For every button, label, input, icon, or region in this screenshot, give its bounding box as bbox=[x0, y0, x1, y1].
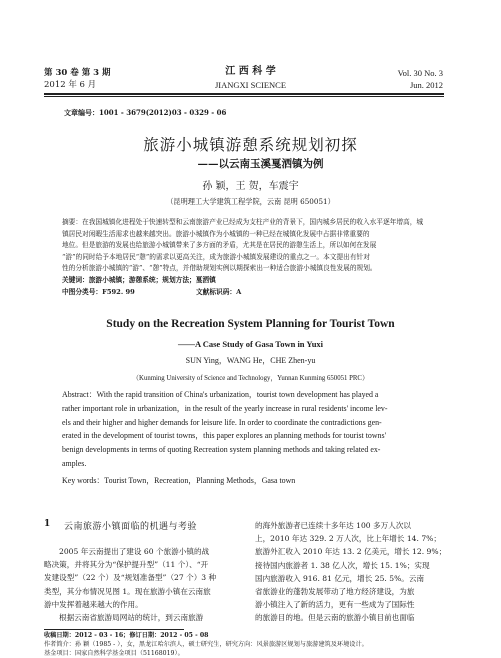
title-en: Study on the Recreation System Planning for Tourist Town bbox=[106, 318, 395, 330]
body-right-column bbox=[255, 519, 454, 625]
body-line: 上，2010 年达 329. 2 万人次，比上年增长 14. 7%； bbox=[255, 534, 441, 544]
footnotes bbox=[44, 631, 464, 658]
clc-number: 中图分类号：F592. 99 bbox=[62, 288, 135, 296]
journal-date-cn: 2012 年 6 月 bbox=[44, 80, 97, 90]
body-line: 2005 年云南提出了建设 60 个旅游小镇的战 bbox=[59, 547, 210, 556]
abstract-en-line: rather important role in urbanization，in the result of the yearly increase in rural residents' income lev- bbox=[62, 403, 388, 413]
journal-volume-issue-en: Vol. 30 No. 3 bbox=[397, 68, 443, 78]
abstract-en-line: benign developments in terms of quoting Recreation system planning methods and taking related ex- bbox=[62, 445, 381, 455]
section-heading: 云南旅游小镇面临的机遇与考验 bbox=[64, 522, 198, 532]
body-line: 国内旅游收入 916. 81 亿元，增长 25. 5%。云南 bbox=[255, 573, 425, 583]
article-number: 文章编号：1001 - 3679(2012)03 - 0329 - 06 bbox=[64, 108, 227, 117]
journal-name-en: JIANGXI SCIENCE bbox=[214, 80, 287, 90]
document-code: 文献标识码：A bbox=[196, 288, 242, 296]
subtitle-cn: ——以云南玉溪戛洒镇为例 bbox=[197, 158, 324, 170]
section-number: 1 bbox=[44, 519, 51, 529]
abstract-en bbox=[62, 388, 436, 471]
body-left-column bbox=[44, 545, 241, 624]
body-line: 省旅游业的蓬勃发展带动了地方经济建设，为旅 bbox=[255, 587, 415, 597]
affiliation-en: （Kunming University of Science and Technology，Yunnan Kunming 650051 PRC） bbox=[132, 375, 369, 382]
header-rule-thin bbox=[44, 96, 444, 97]
journal-date-en: Jun. 2012 bbox=[409, 80, 443, 90]
body-line: 根据云南省旅游局网站的统计，到云南旅游 bbox=[59, 613, 204, 623]
title-cn: 旅游小城镇游憩系统规划初探 bbox=[143, 136, 358, 154]
body-line: 旅游外汇收入 2010 年达 13. 2 亿美元，增长 12. 9%； bbox=[255, 547, 447, 557]
body-line: 类型，其分布情况见图 1。现在旅游小镇在云南旅 bbox=[44, 586, 211, 596]
footnote-rule bbox=[44, 629, 184, 630]
abstract-cn-line: 镇居民对闲暇生活需求也越来越突出。旅游小城镇作为小城镇的一种已经在城镇化发展中占据非常重要的 bbox=[62, 229, 370, 238]
body-line: 的旅游目的地。但是云南的旅游小镇目前也面临 bbox=[255, 613, 415, 623]
body-line: 接待国内旅游者 1. 38 亿人次，增长 15. 1%；实现 bbox=[255, 560, 430, 570]
header-rule-thick bbox=[44, 93, 444, 95]
keywords-cn: 关键词：旅游小城镇；游憩系统；规划方法；戛洒镇 bbox=[62, 276, 216, 284]
subtitle-en: ——A Case Study of Gasa Town in Yuxi bbox=[177, 339, 324, 349]
body-line: 略决策，并将其分为“保护提升型”（11 个）、“开 bbox=[44, 560, 209, 570]
footnote-author-bio: 作者简介：孙 颖（1985 - ），女，黑龙江哈尔滨人，硕士研究生，研究方向：风景旅游区规划与旅游建筑及环境设计。 bbox=[44, 641, 368, 648]
body-line: 游中发挥着越来越大的作用。 bbox=[44, 599, 143, 609]
abstract-cn-line: 摘要：在我国城镇化进程处于快速转型和云南旅游产业已经成为支柱产业的背景下，国内城乡居民的收入水平逐年增高，城 bbox=[62, 218, 424, 226]
abstract-en-line: Abstract：With the rapid transition of China's urbanization，tourist town development has played a bbox=[62, 390, 379, 399]
journal-name-cn: 江 西 科 学 bbox=[225, 66, 276, 77]
abstract-cn-line: 性的分析旅游小城镇的“游”、“憩”特点，并借助规划实例以期探索出一种适合旅游小城镇良性发展的规划。 bbox=[62, 264, 377, 272]
affiliation-cn: （昆明理工大学建筑工程学院，云南 昆明 650051） bbox=[166, 197, 335, 206]
keywords-en: Key words：Tourist Town，Recreation，Planning Methods，Gasa town bbox=[62, 476, 296, 485]
body-line: 的海外旅游者已连续十多年达 100 多万人次以 bbox=[255, 521, 412, 530]
abstract-cn-line: 地位。但是旅游的发展也给旅游小城镇带来了多方面的矛盾，尤其是在居民的游憩生活上，所以如何在发展 bbox=[62, 241, 377, 249]
abstract-en-line: erated in the development of tourist towns，this paper explores an planning methods for tourist towns' bbox=[62, 431, 386, 441]
abstract-en-line: amples. bbox=[62, 458, 87, 468]
journal-volume-issue-cn: 第 30 卷 第 3 期 bbox=[44, 68, 111, 78]
footnote-received: 收稿日期：2012 - 03 - 16；修订日期：2012 - 05 - 08 bbox=[44, 632, 209, 639]
authors-cn: 孙 颖，王 贺，车震宇 bbox=[202, 181, 299, 192]
body-line: 游小镇注入了新的活力，更有一些成为了国际性 bbox=[255, 600, 415, 610]
abstract-cn-line: “游”的同时给予本地居民“憩”的需求以更高关注，成为旅游小城镇发展建设的重点之一。本文提出有针对 bbox=[62, 252, 370, 261]
abstract-en-line: els and their higher and higher demands for leisure life. In order to coordinate the contradictions gen- bbox=[62, 417, 382, 427]
body-line: 发建设型”（22 个）及“规划准备型”（27 个）3 种 bbox=[44, 573, 217, 583]
abstract-cn bbox=[62, 217, 434, 275]
authors-en: SUN Ying，WANG He，CHE Zhen-yu bbox=[185, 356, 316, 365]
footnote-funding: 基金项目：国家自然科学基金项目（51168019）。 bbox=[44, 650, 184, 657]
